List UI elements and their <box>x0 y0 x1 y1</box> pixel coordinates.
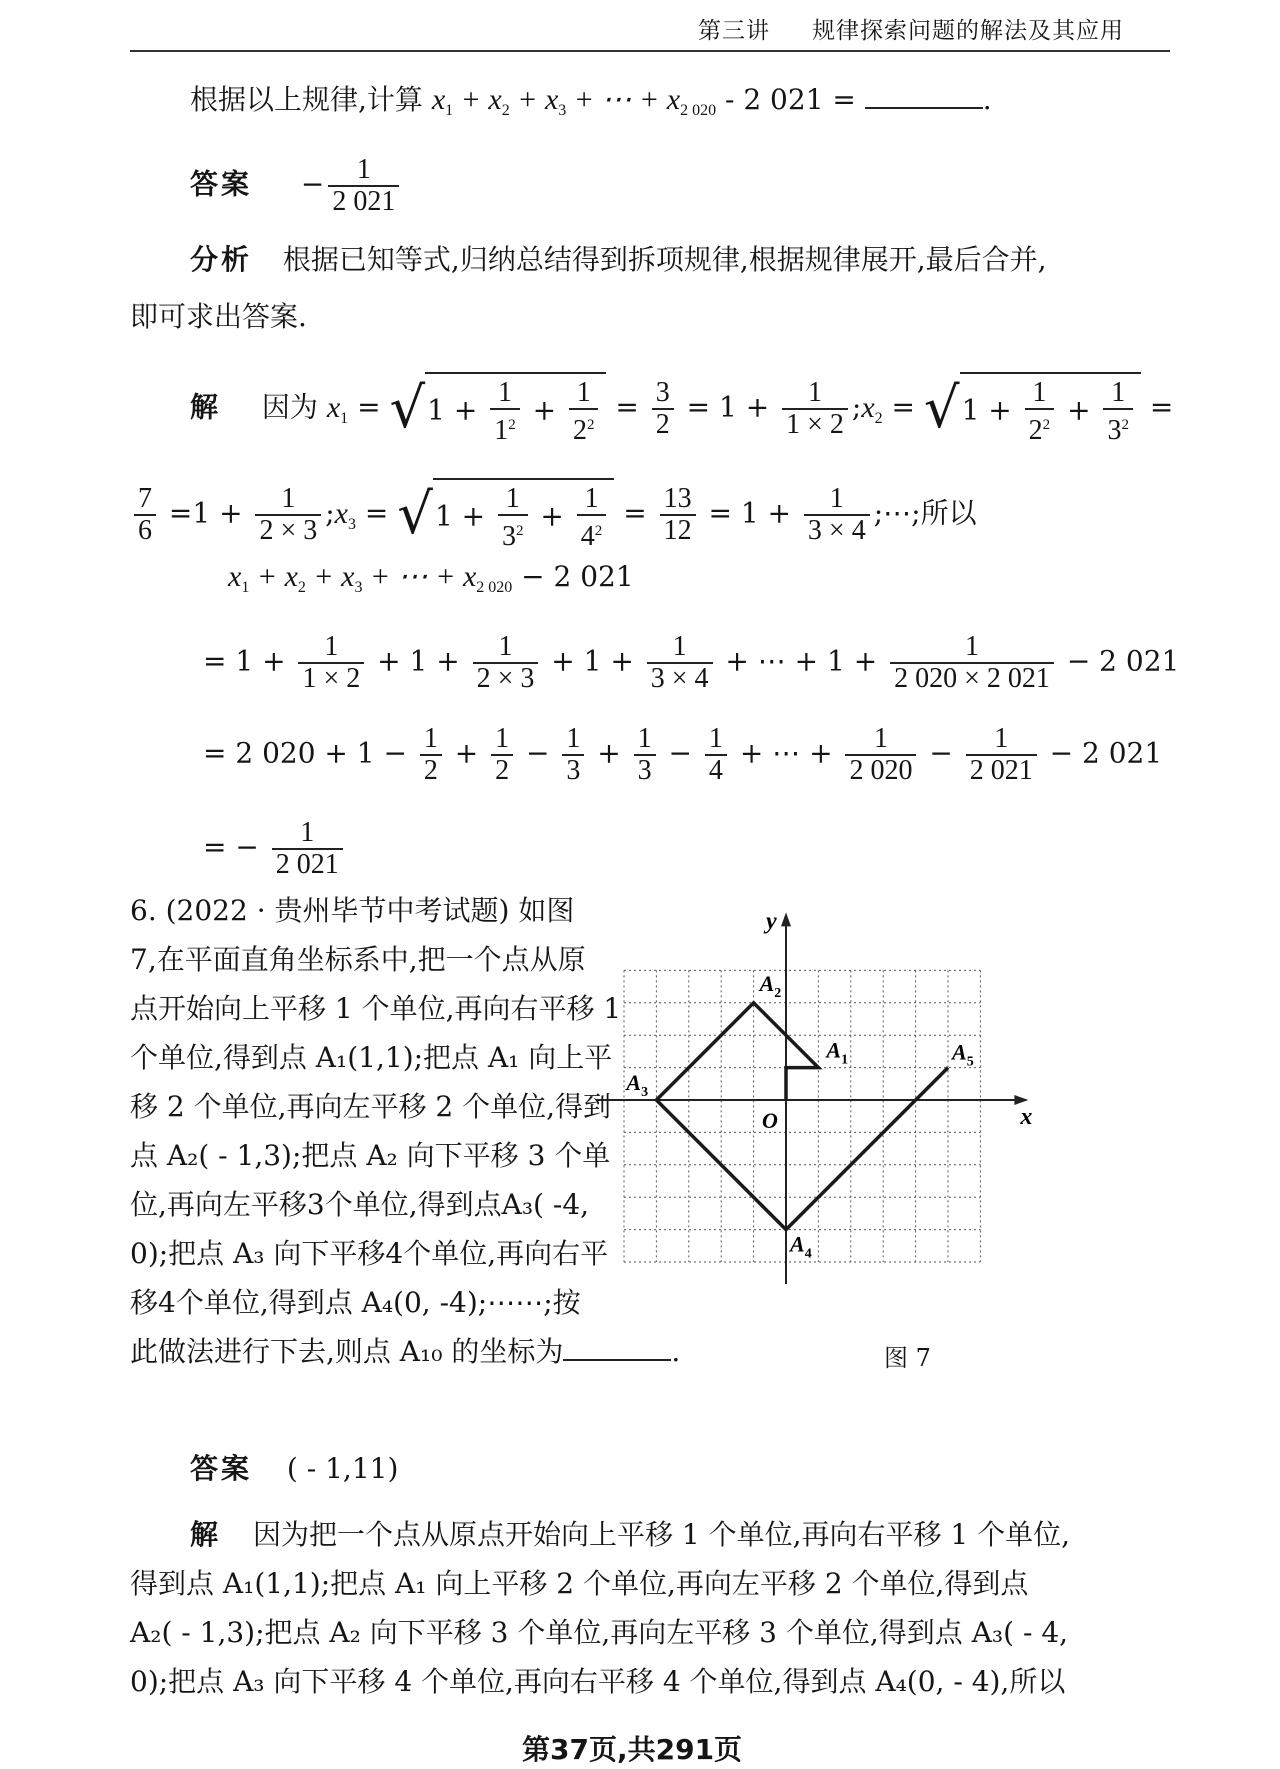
point-label-a3: $A_3$ <box>626 1070 649 1100</box>
sqrt-x3: √1 + $\frac{1}{3^2}$ + $\frac{1}{4^2}$ <box>397 478 614 552</box>
q5-answer-fraction: $\frac{1}{2 021}$ <box>328 155 399 217</box>
q6-line: 0);把点 A₃ 向下平移4个单位,再向右平 <box>130 1237 609 1270</box>
q5-analysis-line1 <box>190 243 1047 277</box>
q5-problem-line: 根据以上规律,计算 $x_1 + x_2 + x_3$ + ⋯ + $x_{2 020} - 2$ 021 = . <box>190 83 992 119</box>
q5-answer-line: 答案 − $\frac{1}{2 021}$ <box>190 155 403 217</box>
q5-analysis-text2: 即可求出答案. <box>130 300 307 333</box>
origin-label: O <box>762 1108 778 1133</box>
x-axis-label: x <box>1020 1104 1033 1130</box>
q5-intro-text: 根据以上规律,计算 <box>190 83 423 116</box>
sqrt-x1: √1 + $\frac{1}{1^2}$ + $\frac{1}{2^2}$ <box>389 372 606 446</box>
translation-polyline <box>656 1003 948 1230</box>
q5-expression-tail: - 2 021 = <box>724 83 856 116</box>
q6-solution-line: 因为把一个点从原点开始向上平移 1 个单位,再向右平移 1 个单位, <box>253 1518 1071 1551</box>
q6-line: 移4个单位,得到点 A₄(0, -4);⋯⋯;按 <box>130 1286 581 1319</box>
q5-solution-line2: $\frac{7}{6}$ =1 + $\frac{1}{2 \times 3}$ $;x_3 = √1$ + $\frac{1}{3^2}$ + $\frac{1}{4^2}$ = $\frac{13}{12}$ = 1 + $\frac{1}{3 \times 4}$ ;⋯;所以 <box>130 478 977 552</box>
q6-answer-line <box>190 1452 398 1486</box>
q6-answer-label: 答案 <box>190 1452 253 1485</box>
page-footer: 第37页,共291页 <box>522 1733 743 1766</box>
q5-derivation-line3: = 2 020 + 1 − $\frac{1}{2}$ + $\frac{1}{2}$ − $\frac{1}{3}$ + $\frac{1}{3}$ − $\frac{1}{4}$ + ⋯ + $\frac{1}{2 020}$ − $\frac{1}{2 021}$ − 2 021 <box>203 723 1163 786</box>
point-label-a2: $A_2$ <box>759 970 782 1001</box>
q6-solution <box>130 1510 1180 1706</box>
q6-solution-line: 得到点 A₁(1,1);把点 A₁ 向上平移 2 个单位,再向左平移 2 个单位,得到点 <box>130 1567 1029 1600</box>
running-header <box>698 12 1124 45</box>
q5-solution-label: 解 <box>190 390 222 424</box>
point-label-a4: $A_4$ <box>790 1231 812 1262</box>
q5-analysis-label: 分析 <box>190 243 253 276</box>
header-rule <box>130 50 1170 52</box>
q5-analysis-line2 <box>130 300 307 334</box>
q6-solution-line: 0);把点 A₃ 向下平移 4 个单位,再向右平移 4 个单位,得到点 A₄(0, - 4),所以 <box>130 1665 1066 1698</box>
q6-line: 6. (2022 · 贵州毕节中考试题) 如图 <box>130 894 575 927</box>
q6-line-text: 此做法进行下去,则点 A₁₀ 的坐标为 <box>130 1335 564 1368</box>
q6-solution-line: A₂( - 1,3);把点 A₂ 向下平移 3 个单位,再向左平移 3 个单位,得到点 A₃( - 4, <box>130 1616 1069 1649</box>
q6-line: 个单位,得到点 A₁(1,1);把点 A₁ 向上平 <box>130 1041 613 1074</box>
q5-answer-blank <box>865 83 983 109</box>
q5-sum-expression: $x_1 + x_2 + x_3$ + ⋯ + $x_{2 020}$ <box>431 83 717 119</box>
q5-analysis-text1: 根据已知等式,归纳总结得到拆项规律,根据规律展开,最后合并, <box>282 243 1047 276</box>
q5-derivation-line2: = 1 + $\frac{1}{1 \times 2}$ + 1 + $\frac{1}{2 \times 3}$ + 1 + $\frac{1}{3 \times 4}$ + ⋯ + 1 + $\frac{1}{2 020 \times 2 021}$ − 2 021 <box>203 631 1180 694</box>
q6-line: 位,再向左平移3个单位,得到点A₃( -4, <box>130 1188 590 1221</box>
chapter-title: 规律探索问题的解法及其应用 <box>812 18 1124 44</box>
q5-derivation-line4: = − $\frac{1}{2 021}$ <box>203 818 347 880</box>
figure-caption: 图 7 <box>884 1344 931 1372</box>
y-axis-label: y <box>766 908 777 935</box>
q6-line: 移 2 个单位,再向左平移 2 个单位,得到 <box>130 1090 612 1123</box>
q6-answer-blank <box>563 1335 671 1361</box>
q6-line-last: 此做法进行下去,则点 A₁₀ 的坐标为 . <box>130 1335 681 1368</box>
grid-lines <box>624 970 980 1262</box>
translation-path <box>656 1003 948 1230</box>
q6-problem <box>130 886 680 1376</box>
q6-line: 点开始向上平移 1 个单位,再向右平移 1 <box>130 992 622 1025</box>
q6-line: 7,在平面直角坐标系中,把一个点从原 <box>130 943 586 976</box>
point-label-a1: $A_1$ <box>826 1037 849 1068</box>
q6-line: 点 A₂( - 1,3);把点 A₂ 向下平移 3 个单 <box>130 1139 611 1172</box>
q5-ellipsis-so: ;⋯;所以 <box>873 496 977 530</box>
q5-derivation-line1: $x_1 + x_2 + x_3$ + ⋯ + $x_{2 020} - 2$ 021 <box>228 560 634 596</box>
q5-answer-label: 答案 <box>190 167 253 201</box>
y-axis-arrow <box>781 912 791 926</box>
q6-solution-label: 解 <box>190 1518 222 1551</box>
q5-solution-line1: 解 因为 $x_1 = √1$ + $\frac{1}{1^2}$ + $\frac{1}{2^2}$ = $\frac{3}{2}$ = 1 + $\frac{1}{1 \times 2}$ $;x_2 = √1$ + $\frac{1}{2^2}$ + $\frac{1}{3^2}$ = <box>190 372 1173 446</box>
sqrt-x2: √1 + $\frac{1}{2^2}$ + $\frac{1}{3^2}$ <box>924 372 1141 446</box>
figure-7-coordinate-plane <box>626 895 1158 1325</box>
point-label-a5: $A_5$ <box>952 1039 974 1070</box>
chapter-label: 第三讲 <box>698 18 770 44</box>
q5-because: 因为 <box>261 390 318 424</box>
q6-answer-value: ( - 1,11) <box>286 1452 399 1485</box>
